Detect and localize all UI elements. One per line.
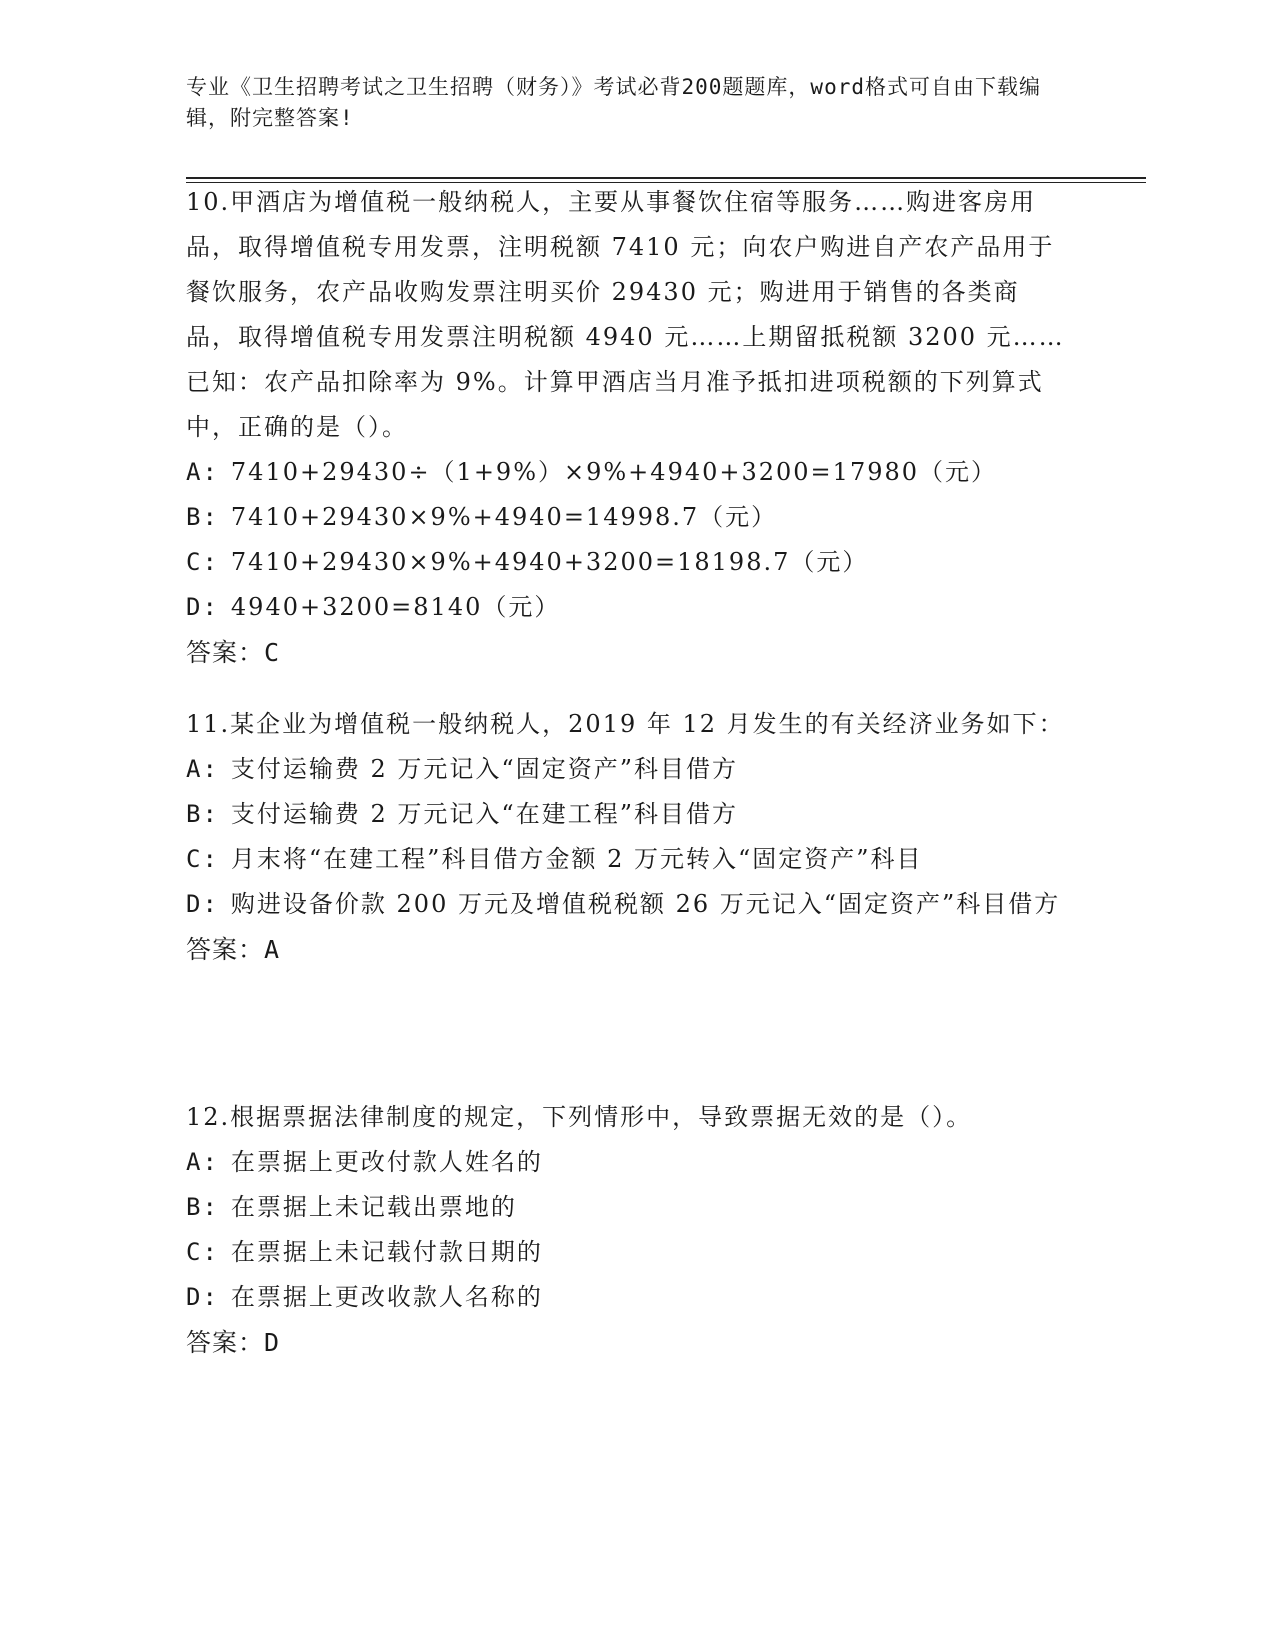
question-text: 10.甲酒店为增值税一般纳税人，主要从事餐饮住宿等服务……购进客房用品，取得增值税专用发票，注明税额 7410 元；向农户购进自产农产品用于餐饮服务，农产品收购发票注明买价 29430 元；购进用于销售的各类商品，取得增值税专用发票注明税额 4940 元……上期留抵税额 3200 元……已知：农产品扣除率为 9%。计算甲酒店当月准予抵扣进项税额的下列算式中，正确的是（）。 (186, 188, 1065, 441)
option-label: C: (186, 845, 219, 873)
answer: 答案：A (186, 935, 281, 964)
option-label: B: (186, 503, 219, 531)
option-b (186, 1185, 1066, 1230)
answer: 答案：D (186, 1328, 281, 1357)
option-c (186, 837, 1066, 882)
option-label: B: (186, 1193, 219, 1221)
option-a (186, 450, 1066, 495)
option-label: C: (186, 1238, 219, 1266)
document-header: 专业《卫生招聘考试之卫生招聘（财务）》考试必背200题题库，word格式可自由下载编辑，附完整答案! (186, 75, 1041, 130)
question-text: 12.根据票据法律制度的规定，下列情形中，导致票据无效的是（）。 (186, 1103, 973, 1131)
option-label: D: (186, 593, 219, 621)
option-a (186, 1140, 1066, 1185)
option-text: 7410+29430÷（1+9%）×9%+4940+3200=17980（元） (230, 458, 998, 486)
answer: 答案：C (186, 638, 281, 667)
question-11 (186, 702, 1066, 972)
option-text: 7410+29430×9%+4940=14998.7（元） (230, 503, 778, 531)
option-text: 月末将“在建工程”科目借方金额 2 万元转入“固定资产”科目 (230, 845, 923, 873)
option-c (186, 1230, 1066, 1275)
option-text: 在票据上更改收款人名称的 (230, 1283, 543, 1311)
option-text: 在票据上未记载出票地的 (230, 1193, 517, 1221)
option-label: A: (186, 1148, 219, 1176)
option-label: D: (186, 890, 219, 918)
option-d (186, 585, 1066, 630)
option-text: 支付运输费 2 万元记入“在建工程”科目借方 (230, 800, 738, 828)
option-b (186, 495, 1066, 540)
option-a (186, 747, 1066, 792)
option-b (186, 792, 1066, 837)
option-text: 4940+3200=8140（元） (230, 593, 561, 621)
option-text: 7410+29430×9%+4940+3200=18198.7（元） (230, 548, 869, 576)
question-10 (186, 180, 1066, 675)
question-text: 11.某企业为增值税一般纳税人，2019 年 12 月发生的有关经济业务如下： (186, 710, 1065, 738)
option-label: A: (186, 755, 219, 783)
header-divider-thick (186, 177, 1146, 179)
option-text: 在票据上更改付款人姓名的 (230, 1148, 543, 1176)
option-label: B: (186, 800, 219, 828)
option-c (186, 540, 1066, 585)
question-12 (186, 1095, 1066, 1365)
option-text: 支付运输费 2 万元记入“固定资产”科目借方 (230, 755, 738, 783)
option-label: A: (186, 458, 219, 486)
option-label: C: (186, 548, 219, 576)
option-text: 购进设备价款 200 万元及增值税税额 26 万元记入“固定资产”科目借方 (230, 890, 1061, 918)
option-text: 在票据上未记载付款日期的 (230, 1238, 543, 1266)
option-d (186, 1275, 1066, 1320)
option-d (186, 882, 1066, 927)
option-label: D: (186, 1283, 219, 1311)
